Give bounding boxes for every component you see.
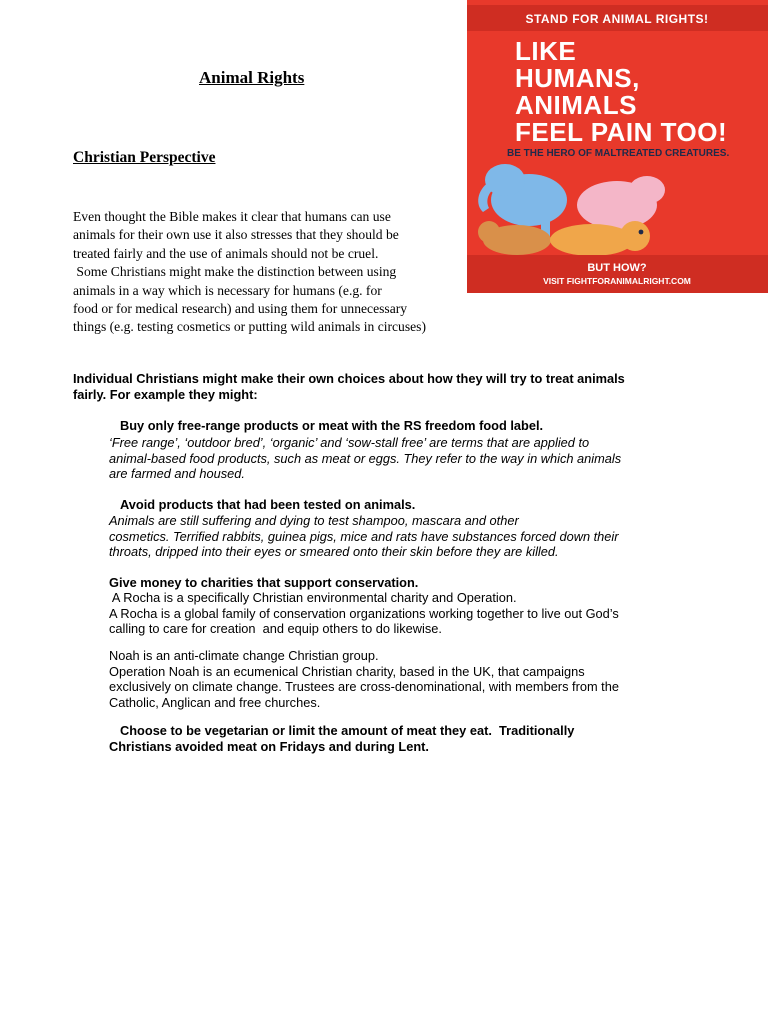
item-charity-heading: Give money to charities that support conservation. [109, 575, 419, 590]
item-charity-text [109, 590, 619, 637]
item-line: Christians avoided meat on Fridays and during Lent. [109, 738, 429, 754]
item-line: animal-based food products, such as meat or eggs. They refer to the way in which animals [109, 450, 622, 466]
poster-subline: BE THE HERO OF MALTREATED CREATURES. [507, 148, 730, 159]
choices-intro [73, 371, 625, 402]
item-line: are farmed and housed. [109, 466, 245, 482]
choices-intro-line: Individual Christians might make their own choices about how they will try to treat animals [73, 371, 625, 386]
poster-headline-line: HUMANS, [515, 63, 640, 93]
item-free-range-heading: Buy only free-range products or meat with the RS freedom food label. [120, 418, 544, 433]
intro-line: food or for medical research) and using them for unnecessary [73, 301, 408, 317]
section-heading: Christian Perspective [73, 149, 216, 166]
dog-eye [639, 230, 644, 235]
item-line: Catholic, Anglican and free churches. [109, 694, 321, 710]
intro-line: animals for their own use it also stresses that they should be [73, 227, 399, 243]
poster-cta: BUT HOW? [587, 262, 647, 274]
item-testing-text [109, 513, 619, 560]
poster-headline-line: ANIMALS [515, 90, 637, 120]
item-line: Choose to be vegetarian or limit the amount of meat they eat. Traditionally [120, 723, 575, 738]
item-line: A Rocha is a global family of conservation organizations working together to live out God’s [109, 605, 619, 621]
item-line: throats, dripped into their eyes or smeared onto their skin before they are killed. [109, 544, 559, 560]
poster-url: VISIT FIGHTFORANIMALRIGHT.COM [543, 276, 691, 286]
item-line: ‘Free range’, ‘outdoor bred’, ‘organic’ and ‘sow-stall free’ are terms that are applied to [109, 435, 590, 450]
item-line: Noah is an anti-climate change Christian group. [109, 648, 379, 663]
item-line: calling to care for creation and equip others to do likewise. [109, 621, 442, 637]
item-line: Operation Noah is an ecumenical Christian charity, based in the UK, that campaigns [109, 663, 585, 679]
item-line: exclusively on climate change. Trustees are cross-denominational, with members from the [109, 679, 619, 695]
intro-line: things (e.g. testing cosmetics or putting wild animals in circuses) [73, 319, 426, 335]
poster-headline-line: FEEL PAIN TOO! [515, 117, 728, 147]
intro-line: Even thought the Bible makes it clear that humans can use [73, 209, 391, 224]
pink-creature-head [629, 176, 665, 204]
choices-intro-line: fairly. For example they might: [73, 386, 258, 402]
item-vegetarian [109, 723, 574, 754]
dog-head [620, 221, 650, 251]
poster-headline-line: LIKE [515, 36, 577, 66]
item-line: Animals are still suffering and dying to test shampoo, mascara and other [109, 513, 519, 528]
item-line: A Rocha is a specifically Christian environmental charity and Operation. [109, 590, 517, 605]
poster-bottom-band [467, 255, 768, 293]
intro-line: animals in a way which is necessary for humans (e.g. for [73, 282, 382, 298]
item-free-range-text [109, 435, 621, 482]
intro-line: treated fairly and the use of animals should not be cruel. [73, 245, 379, 261]
intro-paragraph [73, 208, 483, 337]
cat-head [478, 221, 500, 243]
item-noah-text [109, 648, 619, 710]
animal-rights-poster [467, 0, 768, 293]
poster-top-banner: STAND FOR ANIMAL RIGHTS! [525, 12, 709, 26]
item-line: cosmetics. Terrified rabbits, guinea pigs, mice and rats have substances forced down their [109, 528, 619, 544]
document-title: Animal Rights [199, 68, 305, 87]
intro-line: Some Christians might make the distinction between using [73, 264, 397, 280]
item-testing-heading: Avoid products that had been tested on animals. [120, 497, 416, 512]
